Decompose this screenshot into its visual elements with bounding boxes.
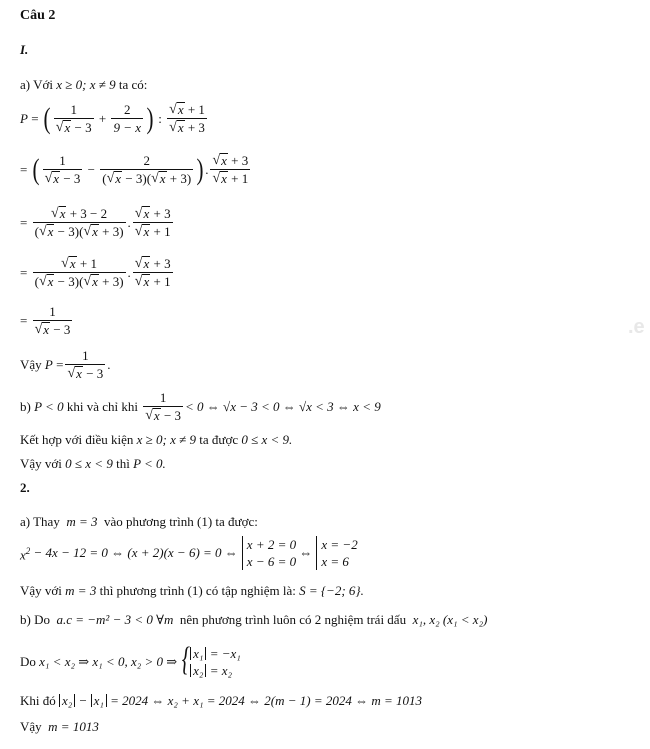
left-paren: (: [43, 101, 51, 135]
final-computation: Khi đó x₂ − x₁ = 2024 ⇔ x₂ + x₁ = 2024 ⇔ 2(m − 1) = 2024 ⇔ m = 1013: [20, 693, 423, 708]
do-prefix: Do: [20, 654, 36, 669]
p-symbol: P: [20, 110, 28, 126]
numerator: 2: [143, 153, 150, 168]
condition-text: x ≥ 0; x ≠ 9: [56, 77, 116, 92]
fraction: [100, 153, 193, 186]
intro-text: a) Thay: [20, 514, 60, 529]
b-chain: < 0 ⇔ √x − 3 < 0 ⇔ √x < 3 ⇔ x < 9: [185, 398, 381, 414]
numerator: 1: [159, 390, 167, 405]
row-rhs: = x₂: [209, 663, 233, 678]
step2-expression: = ( 1 √ x − 3 − 2 ( √ x − 3)( √ x + 3) ) . √ x + 3 √ x + 1: [20, 152, 249, 186]
fraction: [54, 102, 94, 135]
b-roots: x₁, x₂ (x₁ < x₂): [412, 612, 488, 627]
b-product: a.c = −m² − 3 < 0 ∀m: [56, 612, 174, 627]
system-row: { x₁ = −x₁: [190, 645, 241, 662]
step3-expression: = √ x + 3 − 2 ( √ x − 3)( √ x + 3) . √ x + 3 √ x + 1: [20, 206, 171, 239]
combine-mid: ta được: [199, 432, 239, 447]
step1-expression: P = ( 1 √ x − 3 + $\frac{2}{9 - x}$ ) : √ x + 1 √ x + 3: [20, 101, 205, 135]
fraction: [111, 102, 143, 135]
fraction: [33, 304, 73, 337]
part1-label: I.: [20, 42, 29, 57]
part2-a-conclusion: [20, 583, 364, 599]
right-paren: ): [196, 152, 204, 186]
quadratic-equation: $x^2$ − 4x − 12 = 0 ⇔ (x + 2)(x − 6) = 0 ⇔ x + 2 = 0 x − 6 = 0 ⇔ x = −2 x = 6: [20, 537, 358, 569]
b-intro: b): [20, 398, 31, 414]
denominator: √ x + 1: [134, 224, 171, 239]
step5-result: = 1 √ x − 3: [20, 304, 71, 337]
part1-b-conclusion: [20, 456, 166, 472]
watermark: .e: [628, 316, 645, 338]
system-row: x = −2: [321, 537, 358, 552]
b-condition: P < 0: [34, 398, 64, 414]
row-rhs: = −x₁: [209, 646, 241, 661]
conclusion-text: thì phương trình (1) có tập nghiệm là:: [99, 583, 296, 598]
system-row: x − 6 = 0: [246, 554, 297, 569]
fraction: [167, 102, 207, 135]
conclusion-prefix: Vậy: [20, 356, 42, 372]
conclusion-m: m = 3: [65, 583, 97, 598]
sign-deduction: [20, 645, 241, 679]
denominator: √ x + 1: [212, 171, 249, 186]
left-paren: (: [32, 152, 40, 186]
combine-cond: x ≥ 0; x ≠ 9: [136, 432, 197, 447]
solution-system-2: [316, 536, 357, 570]
conclusion-end: P < 0.: [133, 456, 166, 471]
b-text: nên phương trình luôn có 2 nghiệm trái dấu: [179, 612, 407, 627]
fraction: [43, 153, 83, 186]
intro-tail: ta có:: [118, 77, 148, 92]
final-answer: [20, 719, 99, 735]
numerator: √ x + 3: [134, 256, 171, 271]
intro-text: a) Với: [20, 77, 53, 92]
abs-system: [181, 645, 241, 679]
combine-line: [20, 432, 292, 448]
numerator: √ x + 1: [61, 256, 97, 271]
numerator: √ x + 3: [212, 153, 249, 168]
denominator: √ x + 1: [134, 274, 171, 289]
conclusion-range: 0 ≤ x < 9: [65, 456, 113, 471]
denominator: ( √ x − 3)( √ x + 3): [102, 171, 192, 186]
khi-prefix: Khi đó: [20, 693, 56, 708]
denominator: ( √ x − 3)( √ x + 3): [34, 224, 124, 239]
fraction: [133, 256, 173, 289]
part1-b-statement: [20, 390, 381, 423]
equation-lhs: − 4x − 12 = 0 ⇔ (x + 2)(x − 6) = 0 ⇔: [33, 545, 238, 560]
b-intro: b) Do: [20, 612, 50, 627]
numerator: 1: [82, 348, 89, 363]
system-row: x + 2 = 0: [246, 537, 297, 552]
numerator: 1: [59, 153, 66, 168]
fraction: [133, 206, 173, 239]
part2-b-statement: [20, 612, 487, 628]
numerator: 1: [49, 304, 56, 319]
part2-label: 2.: [20, 480, 30, 495]
system-row: x₂ = x₂: [190, 662, 241, 679]
khi-chain: = 2024 ⇔ x₂ + x₁ = 2024 ⇔ 2(m − 1) = 2024 ⇔ m = 1013: [110, 693, 423, 708]
fraction: [33, 256, 126, 289]
conclusion-prefix: Vậy với: [20, 456, 62, 471]
final-value: m = 1013: [48, 719, 99, 734]
intro-tail: vào phương trình (1) ta được:: [104, 514, 258, 529]
system-row: x = 6: [321, 554, 349, 569]
denominator: √ x + 3: [169, 120, 205, 135]
denominator: 9 − x: [113, 120, 141, 135]
denominator: √ x − 3: [44, 171, 81, 186]
part1-a-intro: [20, 77, 147, 93]
fraction: [33, 206, 126, 239]
numerator: 2: [123, 102, 131, 117]
fraction: [143, 390, 183, 423]
numerator: 1: [70, 102, 77, 117]
right-paren: ): [146, 101, 154, 135]
conclusion-mid: thì: [116, 456, 130, 471]
b-text: khi và chỉ khi: [66, 398, 138, 414]
numerator: √ x + 3 − 2: [51, 206, 108, 221]
fraction: [65, 348, 105, 381]
denominator: √ x − 3: [55, 120, 92, 135]
part2-a-intro: [20, 514, 258, 530]
denominator: √ x − 3: [145, 408, 182, 423]
numerator: √ x + 1: [169, 102, 205, 117]
denominator: √ x − 3: [67, 366, 104, 381]
solution-system-1: [242, 536, 296, 570]
m-value: m = 3: [66, 514, 98, 529]
solution-set: S = {−2; 6}.: [299, 583, 364, 598]
part1-a-conclusion: Vậy P = 1 √ x − 3 .: [20, 348, 111, 381]
question-heading: Câu 2: [20, 8, 56, 23]
numerator: √ x + 3: [134, 206, 171, 221]
final-prefix: Vậy: [20, 719, 42, 734]
denominator: ( √ x − 3)( √ x + 3): [34, 274, 124, 289]
combine-result: 0 ≤ x < 9.: [241, 432, 293, 447]
do-chain: x₁ < x₂ ⇒ x₁ < 0, x₂ > 0 ⇒: [39, 654, 178, 669]
conclusion-prefix: Vậy với: [20, 583, 62, 598]
denominator: √ x − 3: [34, 322, 71, 337]
combine-text: Kết hợp với điều kiện: [20, 432, 134, 447]
step4-expression: = √ x + 1 ( √ x − 3)( √ x + 3) . √ x + 3 √ x + 1: [20, 256, 171, 289]
fraction: [210, 153, 250, 186]
